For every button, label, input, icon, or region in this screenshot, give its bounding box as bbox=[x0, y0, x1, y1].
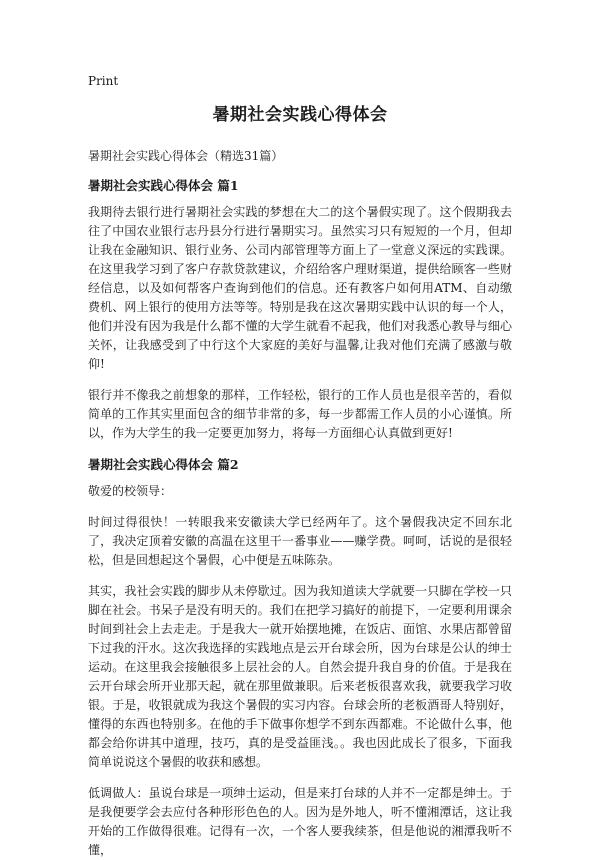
paragraph: 低调做人：虽说台球是一项绅士运动，但是来打台球的人并不一定都是绅士。于是我便要学会去应付各种形形色色的人。因为是外地人，听不懂湘潭话，这让我开始的工作做得很难。记得有一次，一个客人要我续茶，但是他说的湘潭我听不懂， bbox=[88, 786, 512, 857]
paragraph: 银行并不像我之前想象的那样，工作轻松，银行的工作人员也是很辛苦的，看似简单的工作其实里面包含的细节非常的多，每一步都需工作人员的小心谨慎。所以，作为大学生的我一定要更加努力，将每一方面细心认真做到更好! bbox=[88, 388, 512, 440]
document-subtitle: 暑期社会实践心得体会（精选31篇） bbox=[88, 149, 284, 163]
paragraph: 其实，我社会实践的脚步从未停歇过。因为我知道读大学就要一只脚在学校一只脚在社会。书呆子是没有明天的。我们在把学习搞好的前提下，一定要利用课余时间到社会上去走走。于是我大一就开始摆地摊，在饭店、面馆、水果店都曾留下过我的汗水。这次我选择的实践地点是云开台球会所，因为台球是公认的绅士运动。在这里我会接触很多上层社会的人。自然会提升我自身的价值。于是我在云开台球会所开业那天起，就在那里做兼职。后来老板很喜欢我，就要我学习收银。于是，收银就成为我这个暑假的实习内容。台球会所的老板酒哥人特别好，懂得的东西也特别多。在他的手下做事你想学不到东西都难。不论做什么事，他都会给你讲其中道理，技巧，真的是受益匪浅。。我也因此成长了很多，下面我简单说说这个暑假的收获和感想。 bbox=[88, 584, 512, 769]
section-heading: 暑期社会实践心得体会 篇2 bbox=[88, 457, 239, 472]
paragraph: 我期待去银行进行暑期社会实践的梦想在大二的这个暑假实现了。这个假期我去往了中国农业银行志丹县分行进行暑期实习。虽然实习只有短短的一个月，但却让我在金融知识、银行业务、公司内部管理等方面上了一堂意义深远的实践课。在这里我学习到了客户存款贷款建议，介绍给客户理财渠道，提供给顾客一些财经信息，以及如何帮客户查询到他们的信息。还有教客户如何用ATM、自动缴费机、网上银行的使用方法等等。特别是我在这次暑期实践中认识的每一个人，他们并没有因为我是什么都不懂的大学生就看不起我，他们对我悉心教导与细心关怀，让我感受到了中行这个大家庭的美好与温馨,让我对他们充满了感激与敬仰! bbox=[88, 205, 512, 371]
section-heading: 暑期社会实践心得体会 篇1 bbox=[88, 178, 239, 193]
section-1 bbox=[88, 176, 512, 443]
salutation: 敬爱的校领导： bbox=[88, 484, 173, 498]
section-2 bbox=[88, 455, 512, 860]
paragraph: 时间过得很快！一转眼我来安徽读大学已经两年了。这个暑假我决定不回东北了，我决定顶着安徽的高温在这里干一番事业——赚学费。呵呵，话说的是很轻松，但是回想起这个暑假，心中便是五味陈杂。 bbox=[88, 515, 512, 567]
print-link[interactable]: Print bbox=[88, 74, 119, 88]
document-title: 暑期社会实践心得体会 bbox=[212, 105, 388, 125]
